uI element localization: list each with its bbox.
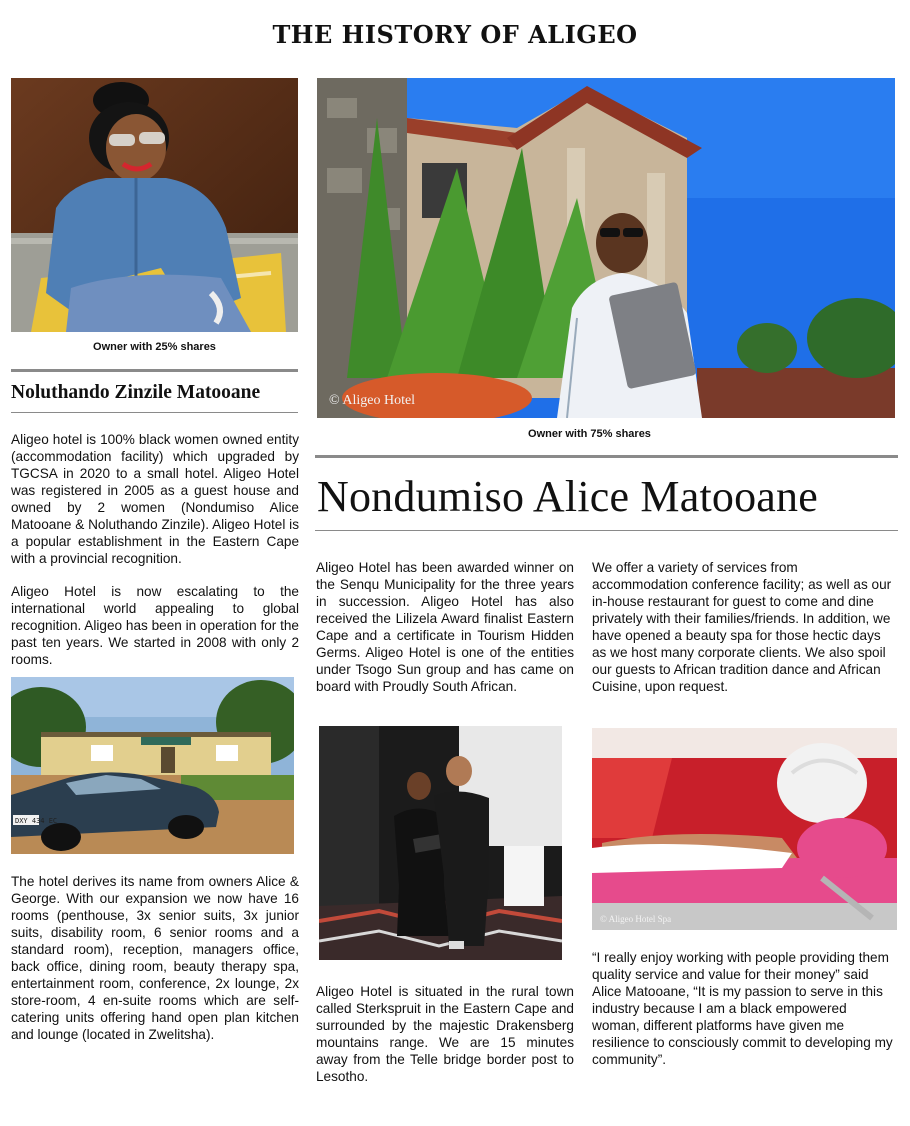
divider	[315, 455, 898, 458]
spa-massage-illustration	[592, 728, 897, 930]
hotel-name-paragraph: The hotel derives its name from owners Alice & George. With our expansion we now have 16 rooms (penthouse, 3x senior suits, 3x junior suits, disability room, 6 senior rooms and a standard room), reception, managers office, back office, dining room, beauty therapy spa, entertainment room, conference, 2x lounge, 2x store-room, 4 en-suite rooms which are self-catering units offering hand open plan kitchen and lounge (located in Zwelitsha).	[11, 874, 299, 1042]
owner-25-name: Noluthando Zinzile Matooane	[11, 382, 261, 403]
divider	[11, 369, 298, 372]
divider	[11, 412, 298, 413]
owner-25-caption: Owner with 25% shares	[93, 341, 216, 353]
hero-watermark-text: © Aligeo Hotel	[329, 393, 416, 408]
spa-photo	[592, 728, 897, 930]
hotel-owner-illustration	[317, 78, 895, 418]
quote-paragraph: “I really enjoy working with people providing them quality service and value for their money” said Alice Matooane, “It is my passion to serve in this industry because I am a black empowered woman, different platforms have given me resilience to consciously commit to developing my community”.	[592, 950, 893, 1067]
page-title: THE HISTORY OF ALIGEO	[272, 20, 638, 49]
location-paragraph: Aligeo Hotel is situated in the rural town called Sterkspruit in the Eastern Cape and surrounded by the majestic Drakensberg mountains range. We are 15 minutes away from the Telle bridge border post to Lesotho.	[316, 984, 574, 1084]
car-plate-text: DXY 434 EC	[15, 817, 58, 825]
owner-75-caption: Owner with 75% shares	[528, 428, 651, 440]
woman-portrait-illustration	[11, 78, 298, 332]
services-paragraph: We offer a variety of services from accommodation conference facility; as well as our in-house restaurant for guest to come and dine privately with their families/friends. In addition, we have opened a beauty spa for those hectic days as we host many corporate clients. We also spoil our guests to African tradition dance and African Cuisine, upon request.	[592, 560, 892, 694]
owner-75-name: Nondumiso Alice Matooane	[317, 472, 818, 521]
owner-75-hero-photo	[317, 78, 895, 418]
intro-paragraph: Aligeo hotel is 100% black women owned entity (accommodation facility) which upgraded by TGCSA in 2020 to a small hotel. Aligeo Hotel was registered in 2005 as a guest house and owned by 2 women (Nondumiso Alice Matooane & Noluthando Zinzile). Aligeo Hotel is a popular establishment in the Eastern Cape with a provincial recognition.	[11, 432, 299, 566]
divider	[315, 530, 898, 531]
award-photo	[319, 726, 562, 960]
hotel-car-illustration	[11, 677, 294, 854]
intro-paragraph-2: Aligeo Hotel is now escalating to the international world appealing to global recognition. Aligeo has been in operation for the past ten years. We started in 2008 with only 2 rooms.	[11, 584, 299, 667]
awards-paragraph: Aligeo Hotel has been awarded winner on the Senqu Municipality for the three years in succession. Aligeo Hotel has also received the Lilizela Award finalist Eastern Cape and a certificate in Tourism Hidden Germs. Aligeo Hotel is one of the entities under Tsogo Sun group and has came on board with Proudly South African.	[316, 560, 574, 694]
hotel-exterior-photo	[11, 677, 294, 854]
award-ceremony-illustration	[319, 726, 562, 960]
owner-25-photo	[11, 78, 298, 332]
spa-watermark-text: © Aligeo Hotel Spa	[600, 914, 672, 924]
